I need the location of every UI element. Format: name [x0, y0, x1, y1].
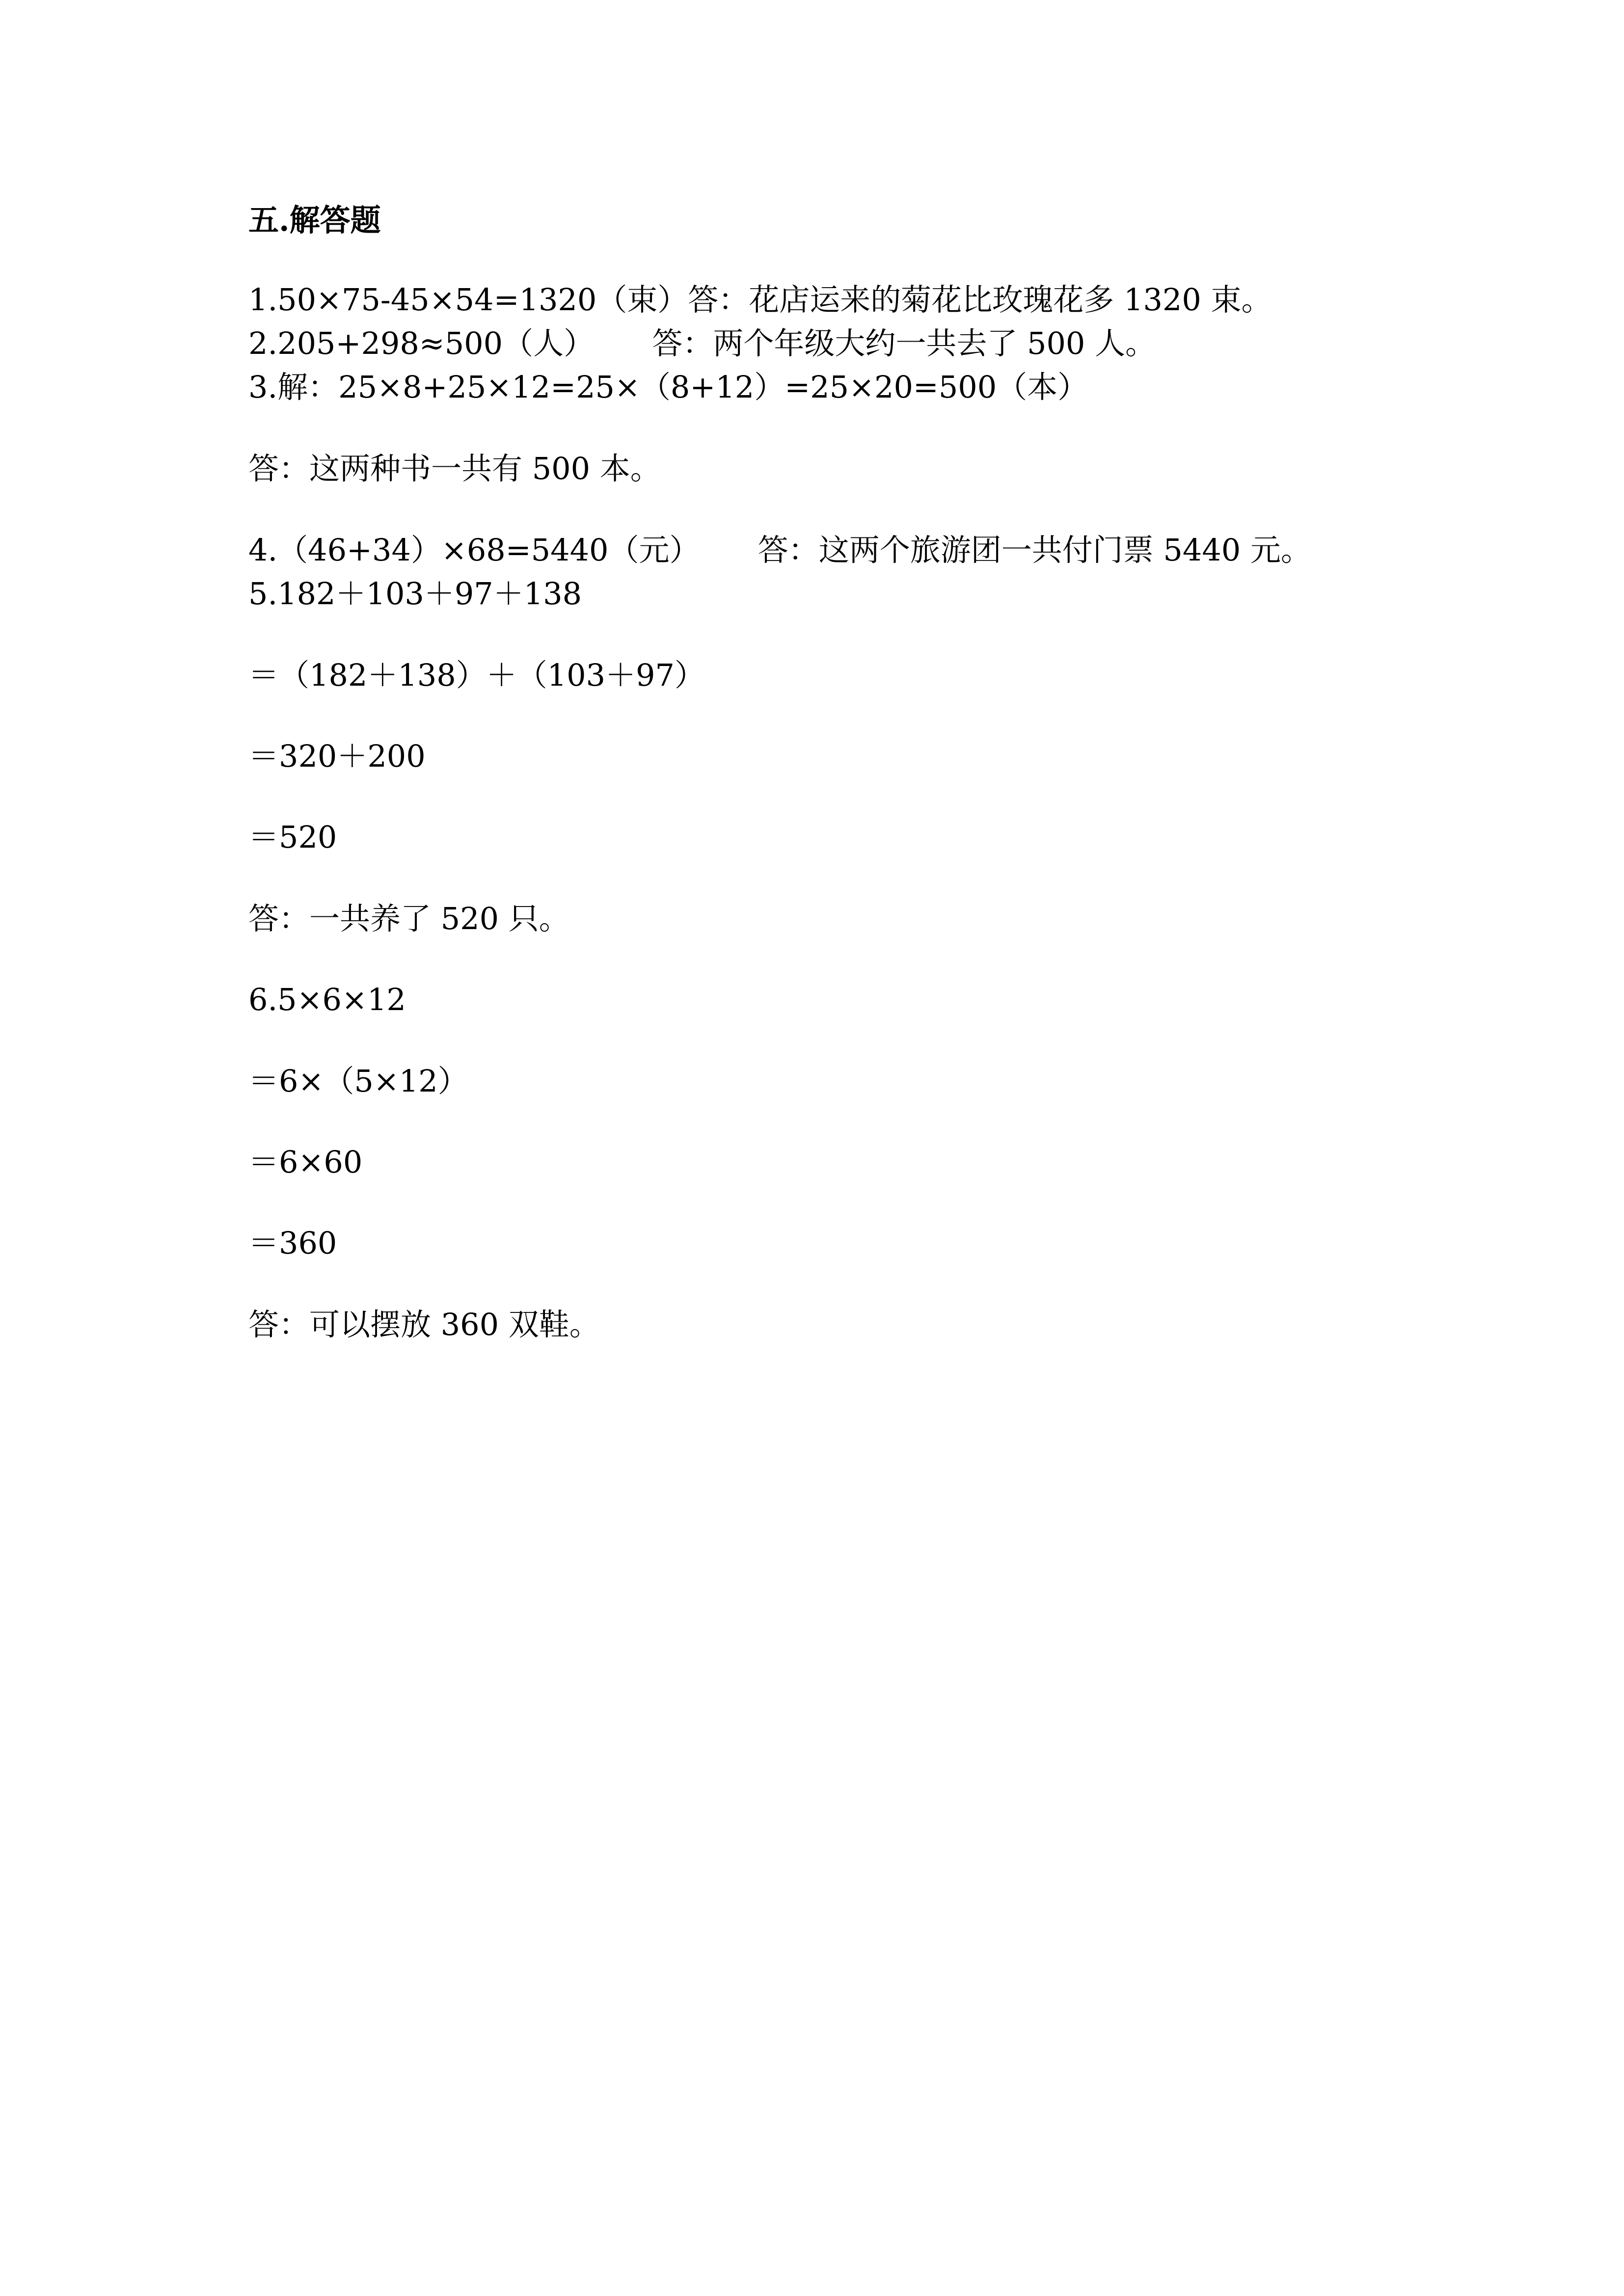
answer-line-3: 3.解：25×8+25×12=25×（8+12）=25×20=500（本） — [248, 369, 1088, 405]
answer-line-3-answer: 答：这两种书一共有 500 本。 — [248, 451, 661, 486]
answer-line-4: 4.（46+34）×68=5440（元） 答：这两个旅游团一共付门票 5440 元。 — [248, 532, 1311, 568]
calc-step: ＝320＋200 — [248, 738, 426, 774]
calc-step: ＝6×60 — [248, 1144, 363, 1180]
answer-line-6: 6.5×6×12 — [248, 982, 406, 1017]
calc-step: ＝520 — [248, 819, 337, 855]
answer-line-2: 2.205+298≈500（人） 答：两个年级大约一共去了 500 人。 — [248, 325, 1156, 361]
answer-line-6-answer: 答：可以摆放 360 双鞋。 — [248, 1307, 600, 1342]
calc-step: ＝（182＋138）＋（103＋97） — [248, 657, 705, 693]
answer-line-1: 1.50×75-45×54=1320（束）答：花店运来的菊花比玫瑰花多 1320 束。 — [248, 282, 1272, 318]
calc-step: ＝360 — [248, 1225, 337, 1261]
answer-line-5-answer: 答：一共养了 520 只。 — [248, 901, 569, 936]
calc-step: ＝6×（5×12） — [248, 1063, 468, 1099]
section-title: 五.解答题 — [248, 202, 381, 238]
answer-line-5: 5.182＋103＋97＋138 — [248, 576, 582, 612]
